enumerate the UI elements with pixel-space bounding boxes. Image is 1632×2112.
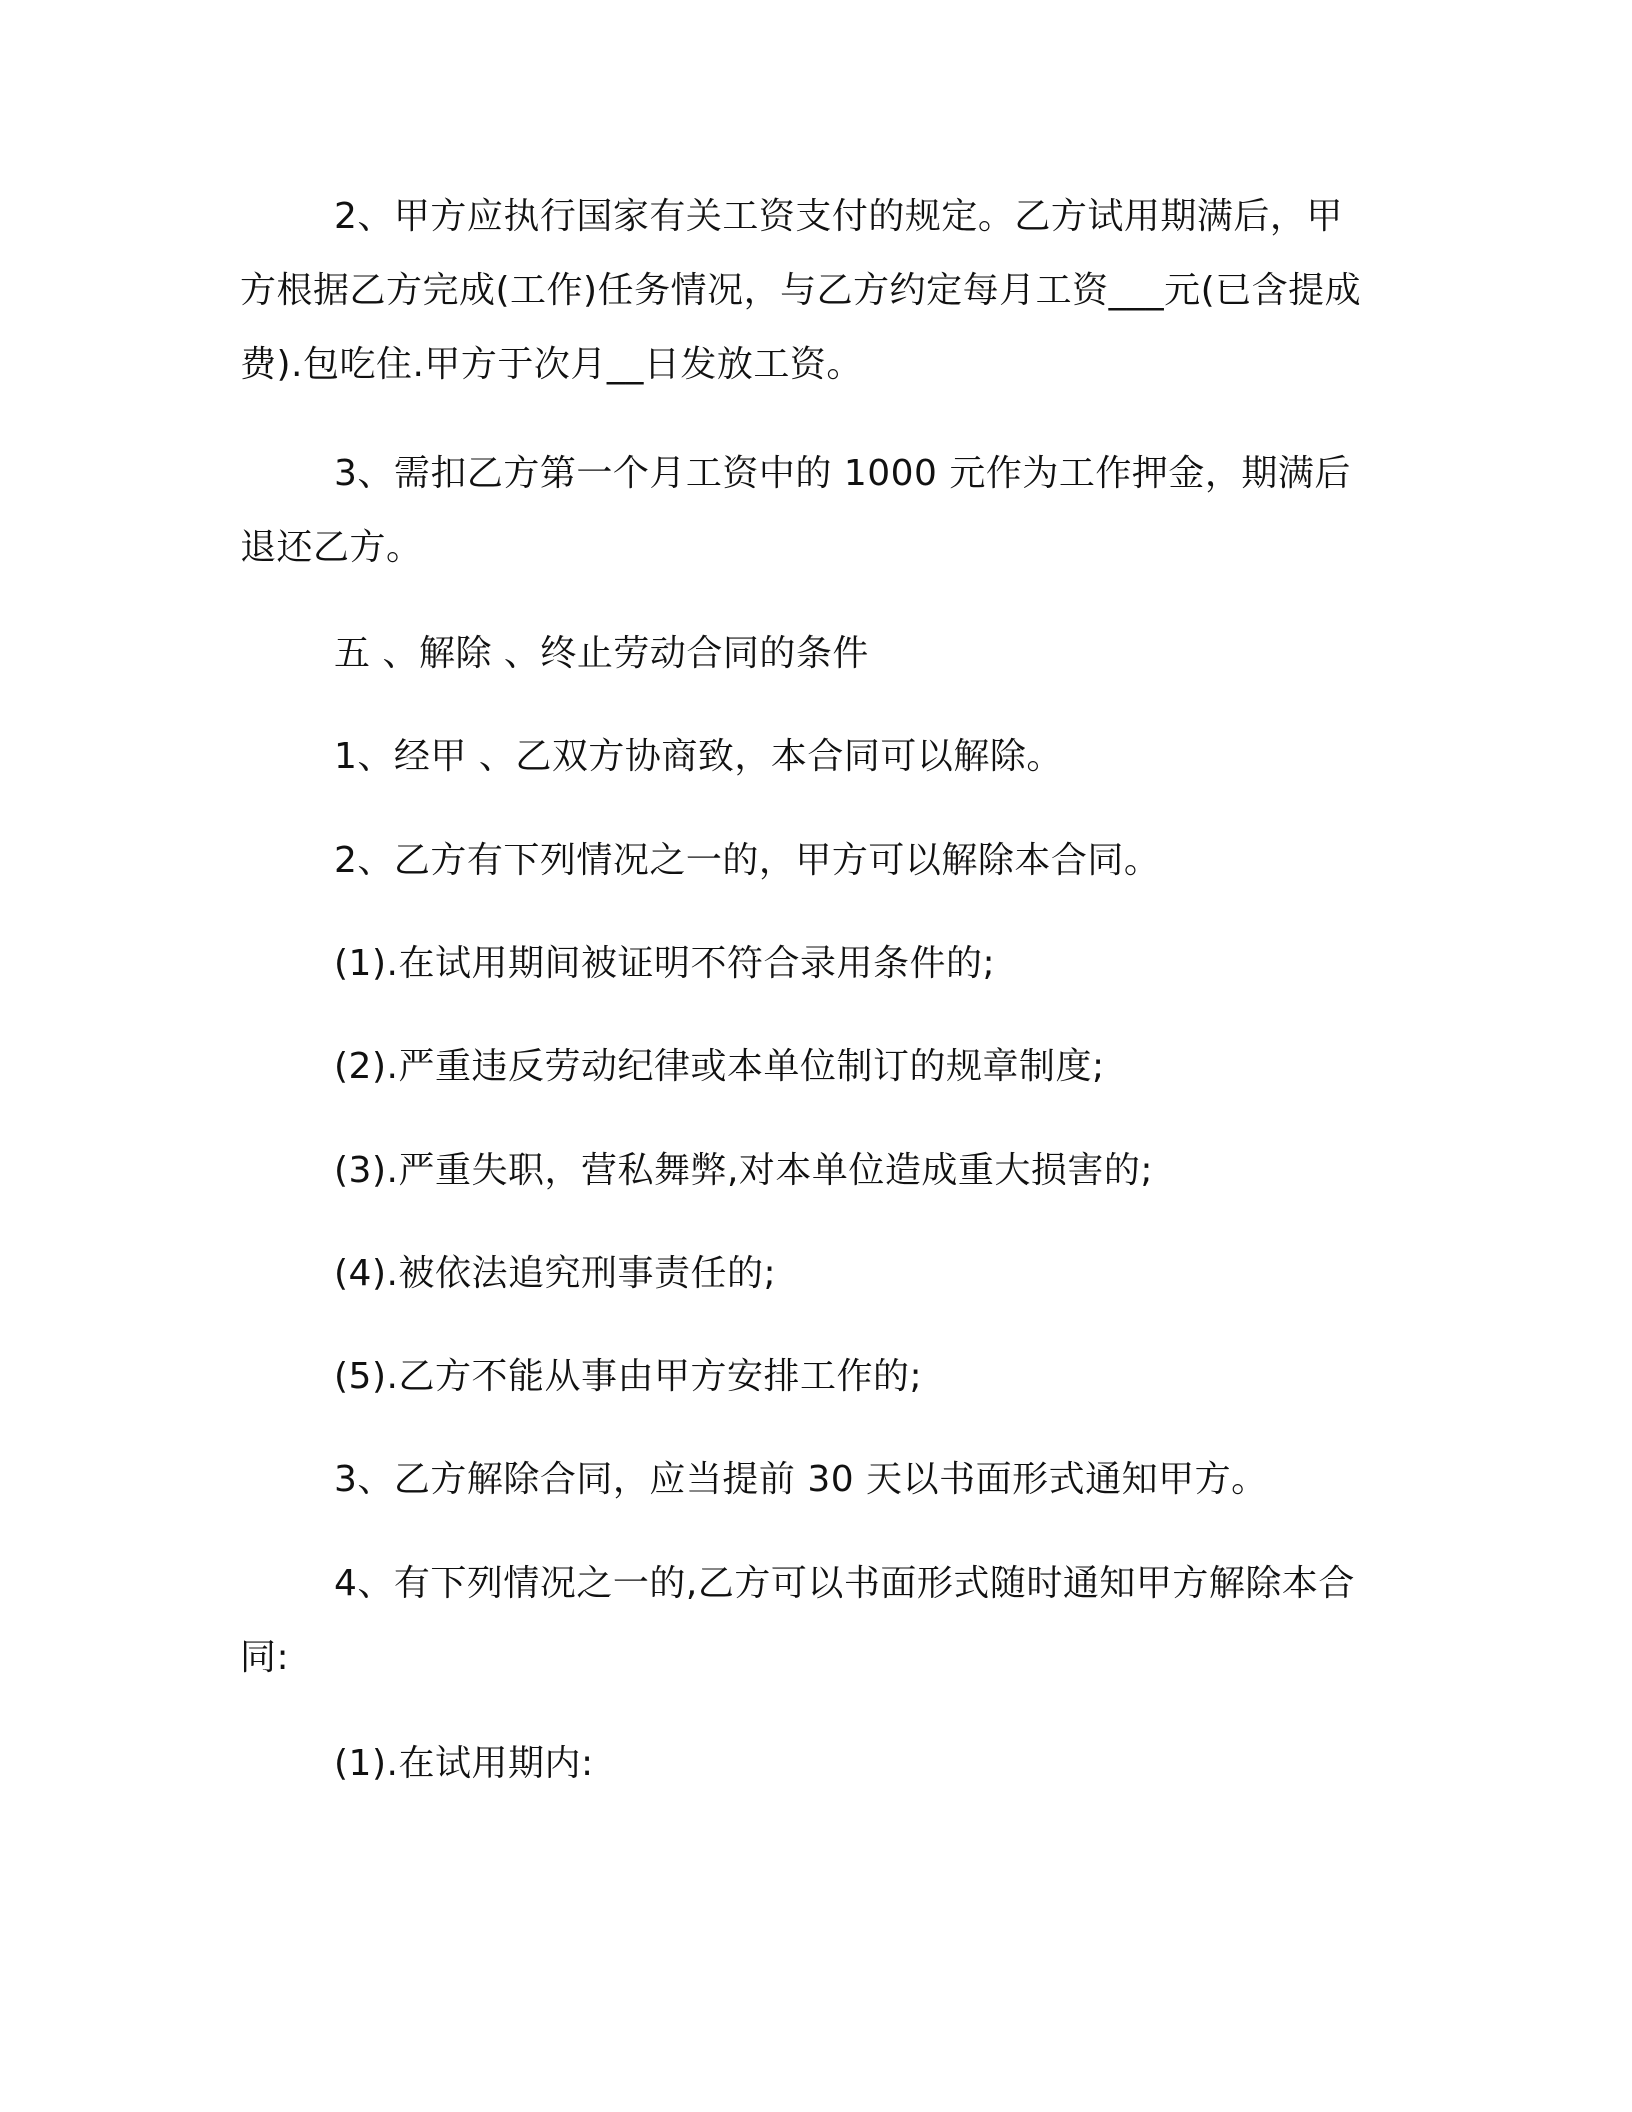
paragraph-wage-payment <box>240 180 1390 402</box>
paragraph-line: 2、乙方有下列情况之一的，甲方可以解除本合同。 <box>334 840 1161 881</box>
paragraph-line: (4).被依法追究刑事责任的; <box>334 1253 777 1294</box>
paragraph-line: 1、经甲 、乙双方协商致，本合同可以解除。 <box>334 736 1063 777</box>
paragraph-mutual-agreement <box>240 720 1390 794</box>
list-item-4 <box>240 1237 1390 1311</box>
paragraph-line: 退还乙方。 <box>240 527 423 568</box>
paragraph-line: 2、甲方应执行国家有关工资支付的规定。乙方试用期满后，甲 <box>334 196 1343 237</box>
paragraph-employee-termination <box>240 1547 1390 1695</box>
paragraph-line: (5).乙方不能从事由甲方安排工作的; <box>334 1356 923 1397</box>
paragraph-line: (1).在试用期间被证明不符合录用条件的; <box>334 943 996 984</box>
paragraph-line: (2).严重违反劳动纪律或本单位制订的规章制度; <box>334 1046 1105 1087</box>
paragraph-line: 五 、解除 、终止劳动合同的条件 <box>334 633 869 674</box>
list-item-3 <box>240 1134 1390 1208</box>
list-item-1 <box>240 927 1390 1001</box>
list-item-probation <box>240 1727 1390 1801</box>
paragraph-line: 3、需扣乙方第一个月工资中的 1000 元作为工作押金，期满后 <box>334 453 1351 494</box>
paragraph-line: (3).严重失职，营私舞弊,对本单位造成重大损害的; <box>334 1150 1154 1191</box>
paragraph-employer-termination <box>240 824 1390 898</box>
paragraph-employee-notice <box>240 1443 1390 1517</box>
paragraph-deposit <box>240 437 1390 585</box>
paragraph-line: 4、有下列情况之一的,乙方可以书面形式随时通知甲方解除本合 <box>334 1563 1355 1604</box>
paragraph-line: 3、乙方解除合同，应当提前 30 天以书面形式通知甲方。 <box>334 1459 1268 1500</box>
list-item-5 <box>240 1340 1390 1414</box>
paragraph-line: (1).在试用期内: <box>334 1743 594 1784</box>
section-heading-termination <box>240 617 1390 691</box>
paragraph-line: 同: <box>240 1637 290 1678</box>
list-item-2 <box>240 1030 1390 1104</box>
paragraph-line: 费).包吃住.甲方于次月__日发放工资。 <box>240 344 863 385</box>
paragraph-line: 方根据乙方完成(工作)任务情况，与乙方约定每月工资___元(已含提成 <box>240 270 1362 311</box>
